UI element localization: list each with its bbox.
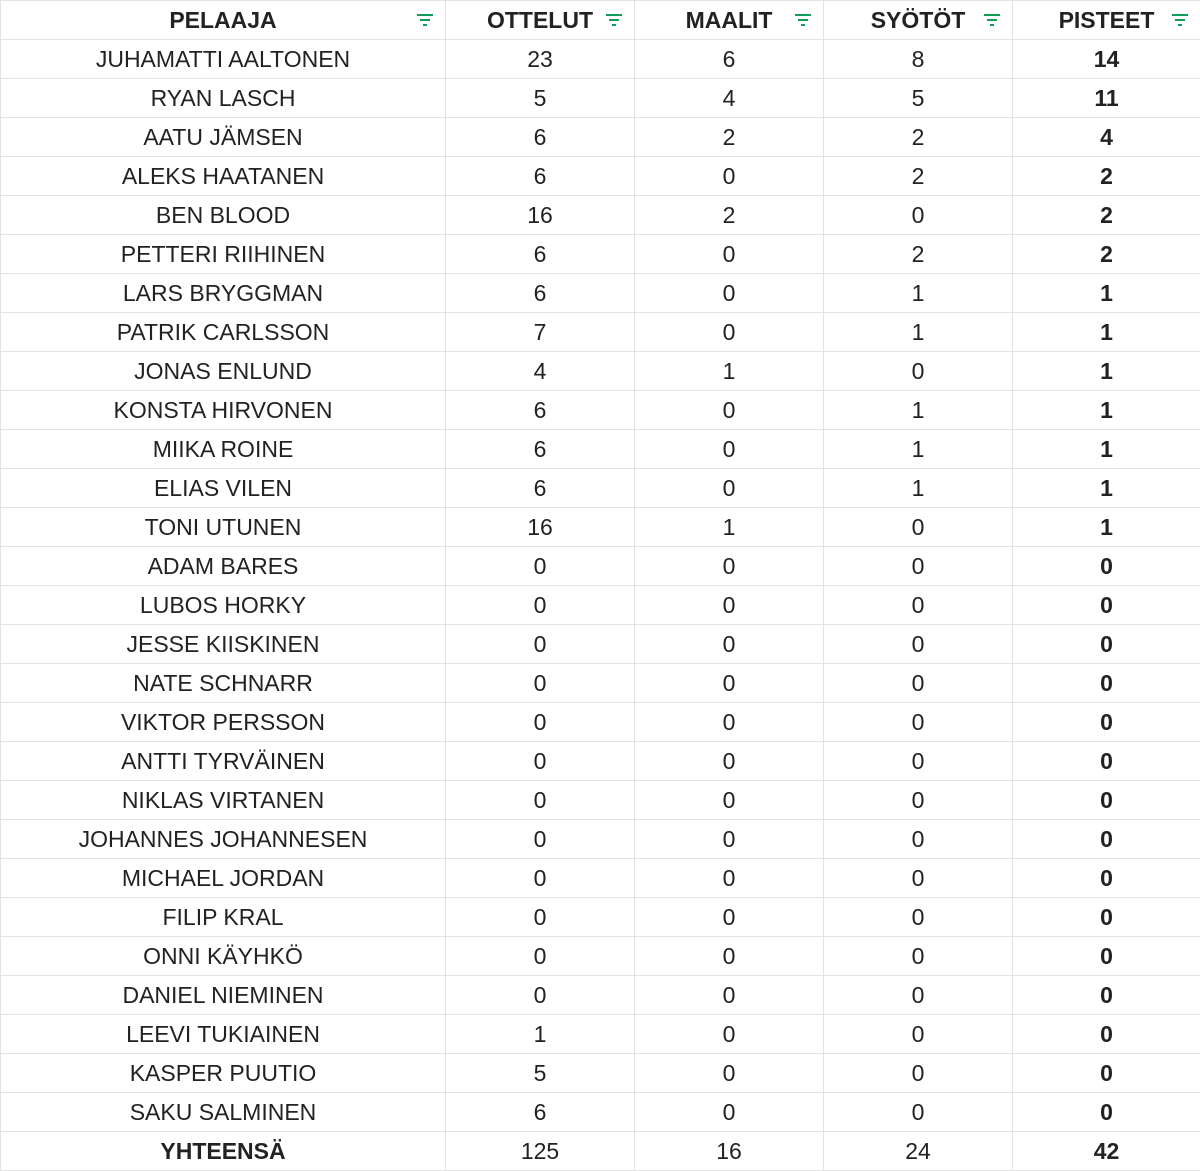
assists-cell[interactable]: 1 — [824, 313, 1013, 352]
player-name-cell[interactable]: NIKLAS VIRTANEN — [1, 781, 446, 820]
player-name-cell[interactable]: JUHAMATTI AALTONEN — [1, 40, 446, 79]
games-cell[interactable]: 0 — [446, 859, 635, 898]
goals-cell[interactable]: 0 — [635, 976, 824, 1015]
assists-cell[interactable]: 0 — [824, 664, 1013, 703]
goals-cell[interactable]: 0 — [635, 586, 824, 625]
header-row — [1, 1, 1200, 40]
goals-cell[interactable]: 1 — [635, 352, 824, 391]
header-points-label: PISTEET — [1059, 7, 1155, 34]
games-cell[interactable]: 23 — [446, 40, 635, 79]
games-cell[interactable]: 4 — [446, 352, 635, 391]
table-row — [1, 937, 1200, 976]
points-cell[interactable]: 0 — [1013, 781, 1200, 820]
player-name-cell[interactable]: JESSE KIISKINEN — [1, 625, 446, 664]
games-cell[interactable]: 0 — [446, 664, 635, 703]
goals-cell[interactable]: 0 — [635, 235, 824, 274]
goals-cell[interactable]: 0 — [635, 742, 824, 781]
games-cell[interactable]: 0 — [446, 625, 635, 664]
games-cell[interactable]: 0 — [446, 586, 635, 625]
table-row — [1, 469, 1200, 508]
table-row — [1, 547, 1200, 586]
table-row — [1, 391, 1200, 430]
table-row — [1, 79, 1200, 118]
points-cell[interactable]: 0 — [1013, 937, 1200, 976]
points-cell[interactable]: 0 — [1013, 820, 1200, 859]
points-cell[interactable]: 2 — [1013, 157, 1200, 196]
assists-cell[interactable]: 1 — [824, 430, 1013, 469]
games-cell[interactable]: 16 — [446, 508, 635, 547]
points-cell[interactable]: 0 — [1013, 547, 1200, 586]
goals-cell[interactable]: 0 — [635, 313, 824, 352]
player-name-cell[interactable]: BEN BLOOD — [1, 196, 446, 235]
player-name-cell[interactable]: DANIEL NIEMINEN — [1, 976, 446, 1015]
table-row — [1, 625, 1200, 664]
filter-icon[interactable] — [982, 12, 1002, 28]
goals-cell[interactable]: 2 — [635, 196, 824, 235]
points-cell[interactable]: 14 — [1013, 40, 1200, 79]
player-name-cell[interactable]: ELIAS VILEN — [1, 469, 446, 508]
assists-cell[interactable]: 1 — [824, 469, 1013, 508]
points-cell[interactable]: 0 — [1013, 703, 1200, 742]
games-cell[interactable]: 6 — [446, 235, 635, 274]
filter-icon[interactable] — [1170, 12, 1190, 28]
assists-cell[interactable]: 0 — [824, 976, 1013, 1015]
goals-cell[interactable]: 0 — [635, 820, 824, 859]
points-cell[interactable]: 0 — [1013, 898, 1200, 937]
assists-cell[interactable]: 0 — [824, 859, 1013, 898]
player-name-cell[interactable]: LARS BRYGGMAN — [1, 274, 446, 313]
table-row — [1, 313, 1200, 352]
player-name-cell[interactable]: JONAS ENLUND — [1, 352, 446, 391]
points-cell[interactable]: 1 — [1013, 469, 1200, 508]
games-cell[interactable]: 0 — [446, 742, 635, 781]
points-cell[interactable]: 1 — [1013, 313, 1200, 352]
assists-cell[interactable]: 0 — [824, 781, 1013, 820]
header-goals-label: MAALIT — [686, 7, 773, 34]
assists-cell[interactable]: 0 — [824, 196, 1013, 235]
assists-cell[interactable]: 8 — [824, 40, 1013, 79]
goals-cell[interactable]: 2 — [635, 118, 824, 157]
table-row — [1, 586, 1200, 625]
header-assists-label: SYÖTÖT — [871, 7, 966, 34]
assists-cell[interactable]: 0 — [824, 1054, 1013, 1093]
points-cell[interactable]: 11 — [1013, 79, 1200, 118]
table-row — [1, 898, 1200, 937]
points-cell[interactable]: 4 — [1013, 118, 1200, 157]
player-name-cell[interactable]: LUBOS HORKY — [1, 586, 446, 625]
player-name-cell[interactable]: PATRIK CARLSSON — [1, 313, 446, 352]
player-name-cell[interactable]: TONI UTUNEN — [1, 508, 446, 547]
goals-cell[interactable]: 0 — [635, 1093, 824, 1132]
table-row — [1, 508, 1200, 547]
table-row — [1, 976, 1200, 1015]
table-row — [1, 274, 1200, 313]
player-name-cell[interactable]: AATU JÄMSEN — [1, 118, 446, 157]
total-label-cell[interactable]: YHTEENSÄ — [1, 1132, 446, 1171]
assists-cell[interactable]: 0 — [824, 547, 1013, 586]
player-name-cell[interactable]: ADAM BARES — [1, 547, 446, 586]
player-name-cell[interactable]: ANTTI TYRVÄINEN — [1, 742, 446, 781]
header-player-label: PELAAJA — [169, 7, 276, 34]
assists-cell[interactable]: 0 — [824, 898, 1013, 937]
table-row — [1, 118, 1200, 157]
assists-cell[interactable]: 2 — [824, 118, 1013, 157]
assists-cell[interactable]: 0 — [824, 703, 1013, 742]
assists-cell[interactable]: 0 — [824, 508, 1013, 547]
assists-cell[interactable]: 1 — [824, 391, 1013, 430]
games-cell[interactable]: 1 — [446, 1015, 635, 1054]
goals-cell[interactable]: 0 — [635, 703, 824, 742]
player-name-cell[interactable]: ONNI KÄYHKÖ — [1, 937, 446, 976]
games-cell[interactable]: 0 — [446, 898, 635, 937]
player-name-cell[interactable]: PETTERI RIIHINEN — [1, 235, 446, 274]
total-assists-cell[interactable]: 24 — [824, 1132, 1013, 1171]
assists-cell[interactable]: 0 — [824, 937, 1013, 976]
header-games-label: OTTELUT — [487, 7, 593, 34]
player-name-cell[interactable]: KONSTA HIRVONEN — [1, 391, 446, 430]
table-row — [1, 235, 1200, 274]
games-cell[interactable]: 6 — [446, 118, 635, 157]
table-row — [1, 1054, 1200, 1093]
total-row — [1, 1132, 1200, 1171]
games-cell[interactable]: 5 — [446, 79, 635, 118]
goals-cell[interactable]: 0 — [635, 1054, 824, 1093]
goals-cell[interactable]: 0 — [635, 898, 824, 937]
points-cell[interactable]: 0 — [1013, 586, 1200, 625]
player-name-cell[interactable]: FILIP KRAL — [1, 898, 446, 937]
games-cell[interactable]: 6 — [446, 1093, 635, 1132]
games-cell[interactable]: 16 — [446, 196, 635, 235]
points-cell[interactable]: 0 — [1013, 664, 1200, 703]
table-row — [1, 664, 1200, 703]
goals-cell[interactable]: 0 — [635, 664, 824, 703]
points-cell[interactable]: 2 — [1013, 235, 1200, 274]
points-cell[interactable]: 1 — [1013, 430, 1200, 469]
table-row — [1, 1093, 1200, 1132]
points-cell[interactable]: 0 — [1013, 976, 1200, 1015]
goals-cell[interactable]: 6 — [635, 40, 824, 79]
goals-cell[interactable]: 0 — [635, 937, 824, 976]
player-name-cell[interactable]: VIKTOR PERSSON — [1, 703, 446, 742]
goals-cell[interactable]: 0 — [635, 157, 824, 196]
table-row — [1, 859, 1200, 898]
assists-cell[interactable]: 5 — [824, 79, 1013, 118]
player-name-cell[interactable]: SAKU SALMINEN — [1, 1093, 446, 1132]
filter-icon[interactable] — [604, 12, 624, 28]
games-cell[interactable]: 0 — [446, 703, 635, 742]
games-cell[interactable]: 5 — [446, 1054, 635, 1093]
goals-cell[interactable]: 0 — [635, 781, 824, 820]
games-cell[interactable]: 6 — [446, 469, 635, 508]
games-cell[interactable]: 0 — [446, 547, 635, 586]
header-points — [1013, 1, 1200, 40]
goals-cell[interactable]: 0 — [635, 1015, 824, 1054]
player-name-cell[interactable]: MIIKA ROINE — [1, 430, 446, 469]
assists-cell[interactable]: 2 — [824, 157, 1013, 196]
points-cell[interactable]: 0 — [1013, 1015, 1200, 1054]
total-points-cell[interactable]: 42 — [1013, 1132, 1200, 1171]
player-name-cell[interactable]: KASPER PUUTIO — [1, 1054, 446, 1093]
table-row — [1, 703, 1200, 742]
points-cell[interactable]: 0 — [1013, 1054, 1200, 1093]
table-row — [1, 781, 1200, 820]
table-row — [1, 742, 1200, 781]
goals-cell[interactable]: 0 — [635, 859, 824, 898]
points-cell[interactable]: 0 — [1013, 742, 1200, 781]
games-cell[interactable]: 0 — [446, 781, 635, 820]
table-row — [1, 157, 1200, 196]
player-name-cell[interactable]: RYAN LASCH — [1, 79, 446, 118]
table-row — [1, 40, 1200, 79]
header-games — [446, 1, 635, 40]
points-cell[interactable]: 1 — [1013, 508, 1200, 547]
player-name-cell[interactable]: ALEKS HAATANEN — [1, 157, 446, 196]
player-name-cell[interactable]: JOHANNES JOHANNESEN — [1, 820, 446, 859]
goals-cell[interactable]: 4 — [635, 79, 824, 118]
points-cell[interactable]: 2 — [1013, 196, 1200, 235]
goals-cell[interactable]: 0 — [635, 274, 824, 313]
assists-cell[interactable]: 0 — [824, 1093, 1013, 1132]
table-row — [1, 1015, 1200, 1054]
goals-cell[interactable]: 0 — [635, 625, 824, 664]
games-cell[interactable]: 7 — [446, 313, 635, 352]
table-row — [1, 352, 1200, 391]
table-row — [1, 430, 1200, 469]
games-cell[interactable]: 0 — [446, 976, 635, 1015]
assists-cell[interactable]: 0 — [824, 820, 1013, 859]
table-row — [1, 820, 1200, 859]
total-goals-cell[interactable]: 16 — [635, 1132, 824, 1171]
points-cell[interactable]: 0 — [1013, 625, 1200, 664]
assists-cell[interactable]: 0 — [824, 1015, 1013, 1054]
points-cell[interactable]: 1 — [1013, 391, 1200, 430]
header-player — [1, 1, 446, 40]
assists-cell[interactable]: 0 — [824, 625, 1013, 664]
goals-cell[interactable]: 0 — [635, 547, 824, 586]
assists-cell[interactable]: 1 — [824, 274, 1013, 313]
goals-cell[interactable]: 0 — [635, 430, 824, 469]
games-cell[interactable]: 0 — [446, 937, 635, 976]
points-cell[interactable]: 1 — [1013, 352, 1200, 391]
player-name-cell[interactable]: NATE SCHNARR — [1, 664, 446, 703]
points-cell[interactable]: 0 — [1013, 1093, 1200, 1132]
header-goals — [635, 1, 824, 40]
goals-cell[interactable]: 1 — [635, 508, 824, 547]
points-cell[interactable]: 1 — [1013, 274, 1200, 313]
games-cell[interactable]: 6 — [446, 430, 635, 469]
goals-cell[interactable]: 0 — [635, 391, 824, 430]
games-cell[interactable]: 6 — [446, 274, 635, 313]
games-cell[interactable]: 6 — [446, 391, 635, 430]
table-row — [1, 196, 1200, 235]
assists-cell[interactable]: 2 — [824, 235, 1013, 274]
assists-cell[interactable]: 0 — [824, 742, 1013, 781]
goals-cell[interactable]: 0 — [635, 469, 824, 508]
player-name-cell[interactable]: LEEVI TUKIAINEN — [1, 1015, 446, 1054]
assists-cell[interactable]: 0 — [824, 352, 1013, 391]
points-cell[interactable]: 0 — [1013, 859, 1200, 898]
games-cell[interactable]: 0 — [446, 820, 635, 859]
header-assists — [824, 1, 1013, 40]
assists-cell[interactable]: 0 — [824, 586, 1013, 625]
table-body — [1, 40, 1200, 1171]
total-games-cell[interactable]: 125 — [446, 1132, 635, 1171]
games-cell[interactable]: 6 — [446, 157, 635, 196]
filter-icon[interactable] — [415, 12, 435, 28]
player-name-cell[interactable]: MICHAEL JORDAN — [1, 859, 446, 898]
filter-icon[interactable] — [793, 12, 813, 28]
